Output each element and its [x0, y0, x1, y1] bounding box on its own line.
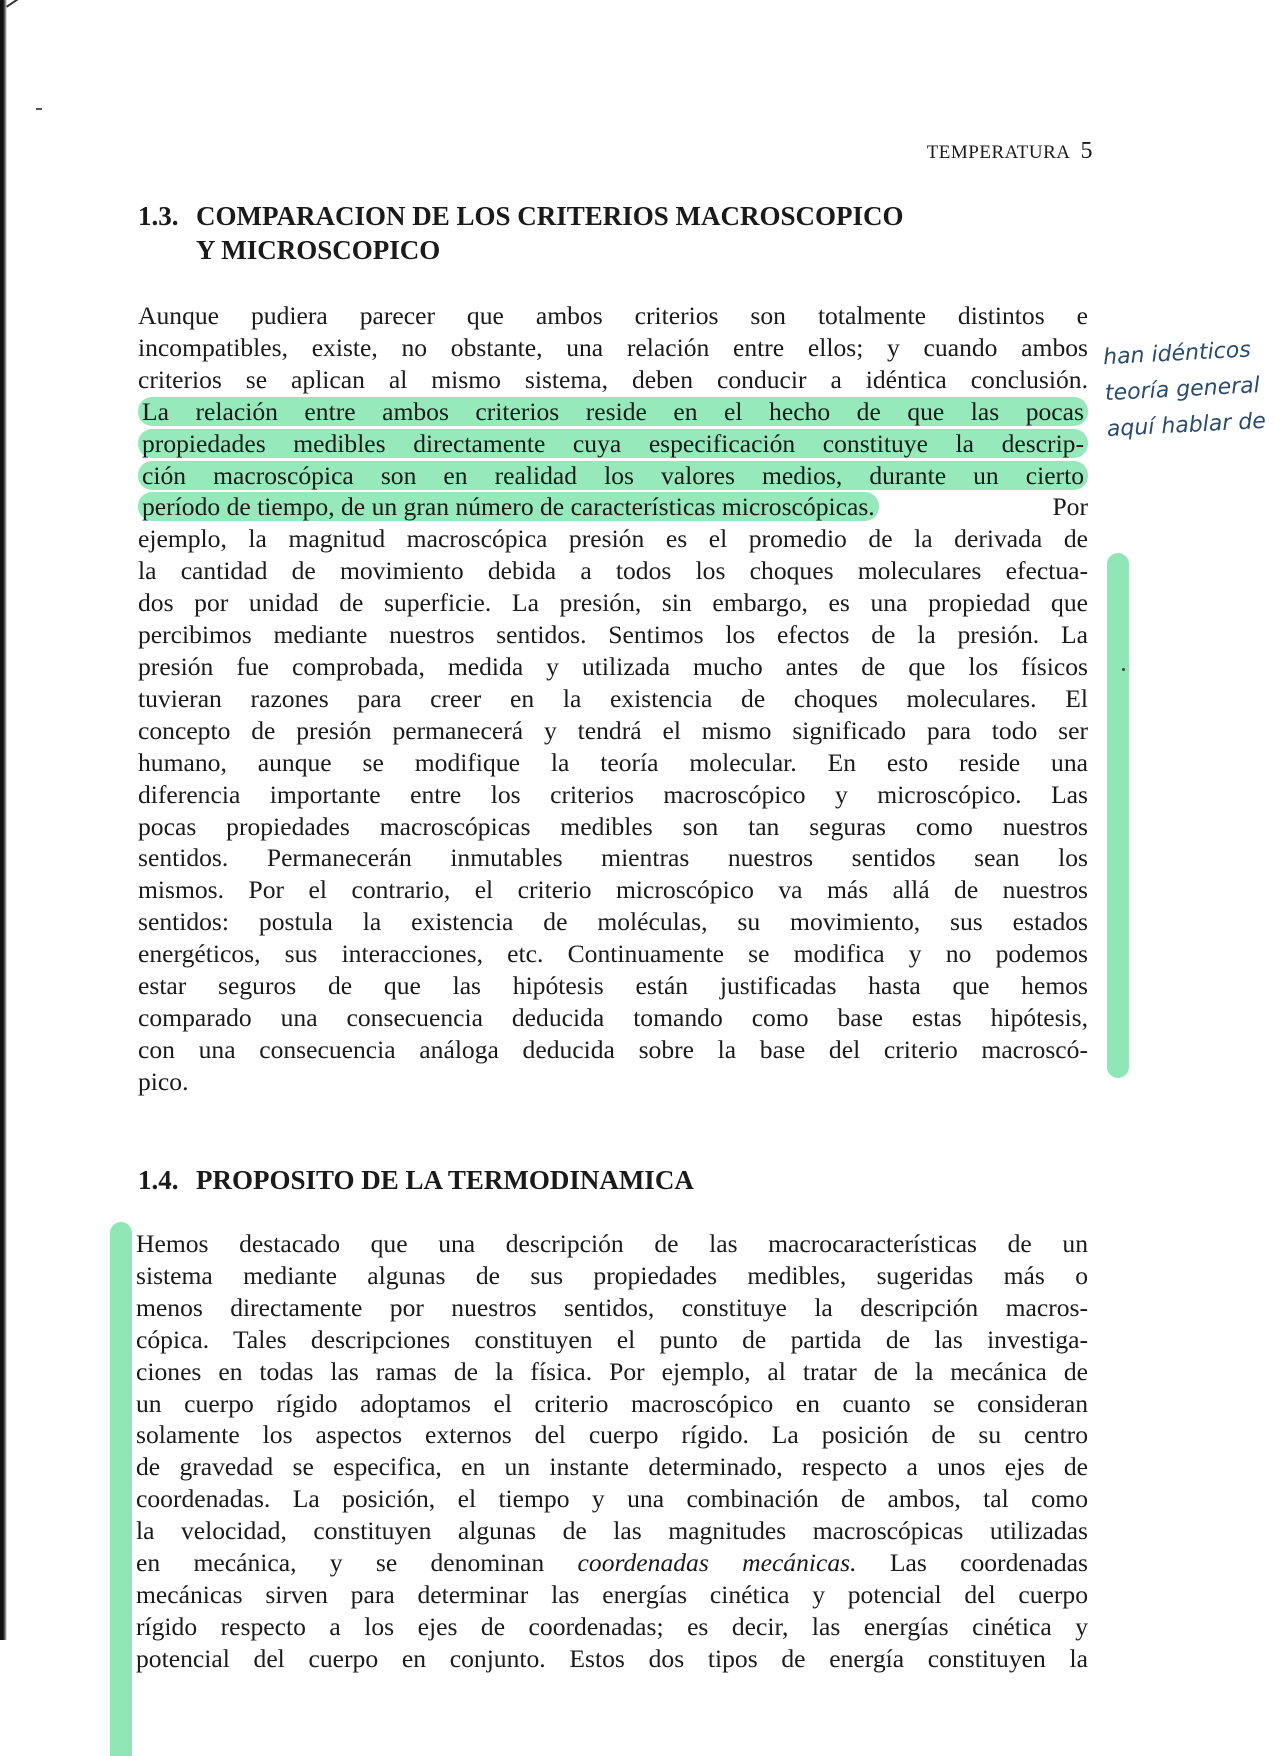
text-line: dos por unidad de superficie. La presión, sin embargo, es una propiedad que	[138, 588, 1088, 618]
text-line: sentidos. Permanecerán inmutables mientras nuestros sentidos sean los	[138, 843, 1088, 873]
text-line: Aunque pudiera parecer que ambos criterios son totalmente distintos e	[138, 301, 1088, 330]
note-line: aquí hablar de	[1106, 408, 1267, 443]
text-line: Hemos destacado que una descripción de las macrocaracterísticas de un	[136, 1229, 1088, 1258]
text-line: un cuerpo rígido adoptamos el criterio macroscópico en cuanto se consideran	[136, 1388, 1088, 1418]
text-line: mecánicas sirven para determinar las energías cinética y potencial del cuerpo	[136, 1579, 1088, 1609]
highlight-span: período de tiempo, de un gran número de características microscópicas.	[138, 492, 879, 521]
text-line: criterios se aplican al mismo sistema, deben conducir a idéntica conclusión.	[138, 364, 1088, 394]
text-line: ejemplo, la magnitud macroscópica presión es el promedio de la derivada de	[138, 524, 1088, 554]
handwritten-margin-note	[1102, 332, 1266, 448]
text-line: tuvieran razones para creer en la existencia de choques moleculares. El	[138, 683, 1088, 713]
note-line: han idénticos	[1102, 337, 1252, 371]
text-line-mixed	[136, 1547, 1088, 1579]
text-line: sentidos: postula la existencia de moléculas, su movimiento, sus estados	[138, 907, 1088, 937]
scan-left-edge	[0, 0, 7, 1640]
text-line: la cantidad de movimiento debida a todos los choques moleculares efectua-	[138, 556, 1088, 586]
highlighted-line	[138, 428, 1088, 460]
text-line: potencial del cuerpo en conjunto. Estos dos tipos de energía constituyen la	[136, 1643, 1088, 1673]
text-line: incompatibles, existe, no obstante, una relación entre ellos; y cuando ambos	[138, 332, 1088, 362]
page-number: 5	[1080, 138, 1093, 164]
text-line: pocas propiedades macroscópicas medibles son tan seguras como nuestros	[138, 811, 1088, 841]
text-line: ciones en todas las ramas de la física. Por ejemplo, al tratar de la mecánica de	[136, 1356, 1088, 1386]
text-fragment: en mecánica, y se denominan	[136, 1548, 545, 1578]
text-fragment: Por	[1052, 492, 1088, 522]
scan-corner-mark	[6, 0, 40, 8]
running-header	[927, 138, 1093, 165]
highlight-span: ción macroscópica son en realidad los valores medios, durante un cierto	[138, 461, 1088, 490]
text-line: presión fue comprobada, medida y utilizada mucho antes de que los físicos	[138, 651, 1088, 681]
text-line: cópica. Tales descripciones constituyen el punto de partida de las investiga-	[136, 1324, 1088, 1354]
text-line: comparado una consecuencia deducida tomando como base estas hipótesis,	[138, 1002, 1088, 1032]
text-line: sistema mediante algunas de sus propiedades medibles, sugeridas más o	[136, 1260, 1088, 1290]
margin-highlight-bar-left	[110, 1222, 132, 1756]
text-line: mismos. Por el contrario, el criterio microscópico va más allá de nuestros	[138, 875, 1088, 905]
section-1-4-title-text: PROPOSITO DE LA TERMODINAMICA	[196, 1165, 694, 1195]
highlight-span: La relación entre ambos criterios reside en el hecho de que las pocas	[138, 397, 1088, 426]
text-line: coordenadas. La posición, el tiempo y una combinación de ambos, tal como	[136, 1484, 1088, 1514]
text-fragment: Las coordenadas	[889, 1548, 1089, 1578]
text-line: de gravedad se especifica, en un instante determinado, respecto a unos ejes de	[136, 1452, 1088, 1482]
text-line: con una consecuencia análoga deducida sobre la base del criterio macroscó-	[138, 1034, 1088, 1064]
note-line: teoría general	[1104, 373, 1261, 407]
italic-term: coordenadas mecánicas.	[577, 1548, 857, 1578]
section-1-3-number: 1.3.	[138, 201, 179, 231]
section-1-4-number: 1.4.	[138, 1165, 179, 1195]
text-line: percibimos mediante nuestros sentidos. Sentimos los efectos de la presión. La	[138, 620, 1088, 650]
section-1-4-title	[138, 1163, 694, 1197]
text-line: rígido respecto a los ejes de coordenadas; es decir, las energías cinética y	[136, 1611, 1088, 1641]
text-line: energéticos, sus interacciones, etc. Continuamente se modifica y no podemos	[138, 939, 1088, 969]
section-1-3-title	[138, 199, 904, 267]
section-1-3-body	[138, 300, 1088, 1098]
highlighted-line	[138, 396, 1088, 428]
section-1-4-body	[136, 1228, 1088, 1675]
section-1-3-title-line2: Y MICROSCOPICO	[196, 235, 441, 265]
running-title: TEMPERATURA	[926, 142, 1071, 163]
highlight-span: propiedades medibles directamente cuya especificación constituye la descrip-	[138, 429, 1088, 458]
text-line: concepto de presión permanecerá y tendrá el mismo significado para todo ser	[138, 715, 1088, 745]
margin-highlight-bar-right	[1107, 553, 1129, 1078]
text-line: la velocidad, constituyen algunas de las magnitudes macroscópicas utilizadas	[136, 1516, 1088, 1546]
text-line: pico.	[138, 1066, 189, 1096]
highlighted-line	[138, 491, 1088, 523]
text-line: menos directamente por nuestros sentidos, constituye la descripción macros-	[136, 1292, 1088, 1322]
text-line: humano, aunque se modifique la teoría molecular. En esto reside una	[138, 747, 1088, 777]
text-line: diferencia importante entre los criterios macroscópico y microscópico. Las	[138, 779, 1088, 809]
scan-tick-mark	[36, 108, 42, 110]
margin-dot	[1122, 668, 1125, 671]
highlighted-line	[138, 460, 1088, 492]
text-line: solamente los aspectos externos del cuerpo rígido. La posición de su centro	[136, 1420, 1088, 1450]
text-line: estar seguros de que las hipótesis están justificadas hasta que hemos	[138, 971, 1088, 1001]
section-1-3-title-line1: COMPARACION DE LOS CRITERIOS MACROSCOPICO	[196, 201, 904, 231]
